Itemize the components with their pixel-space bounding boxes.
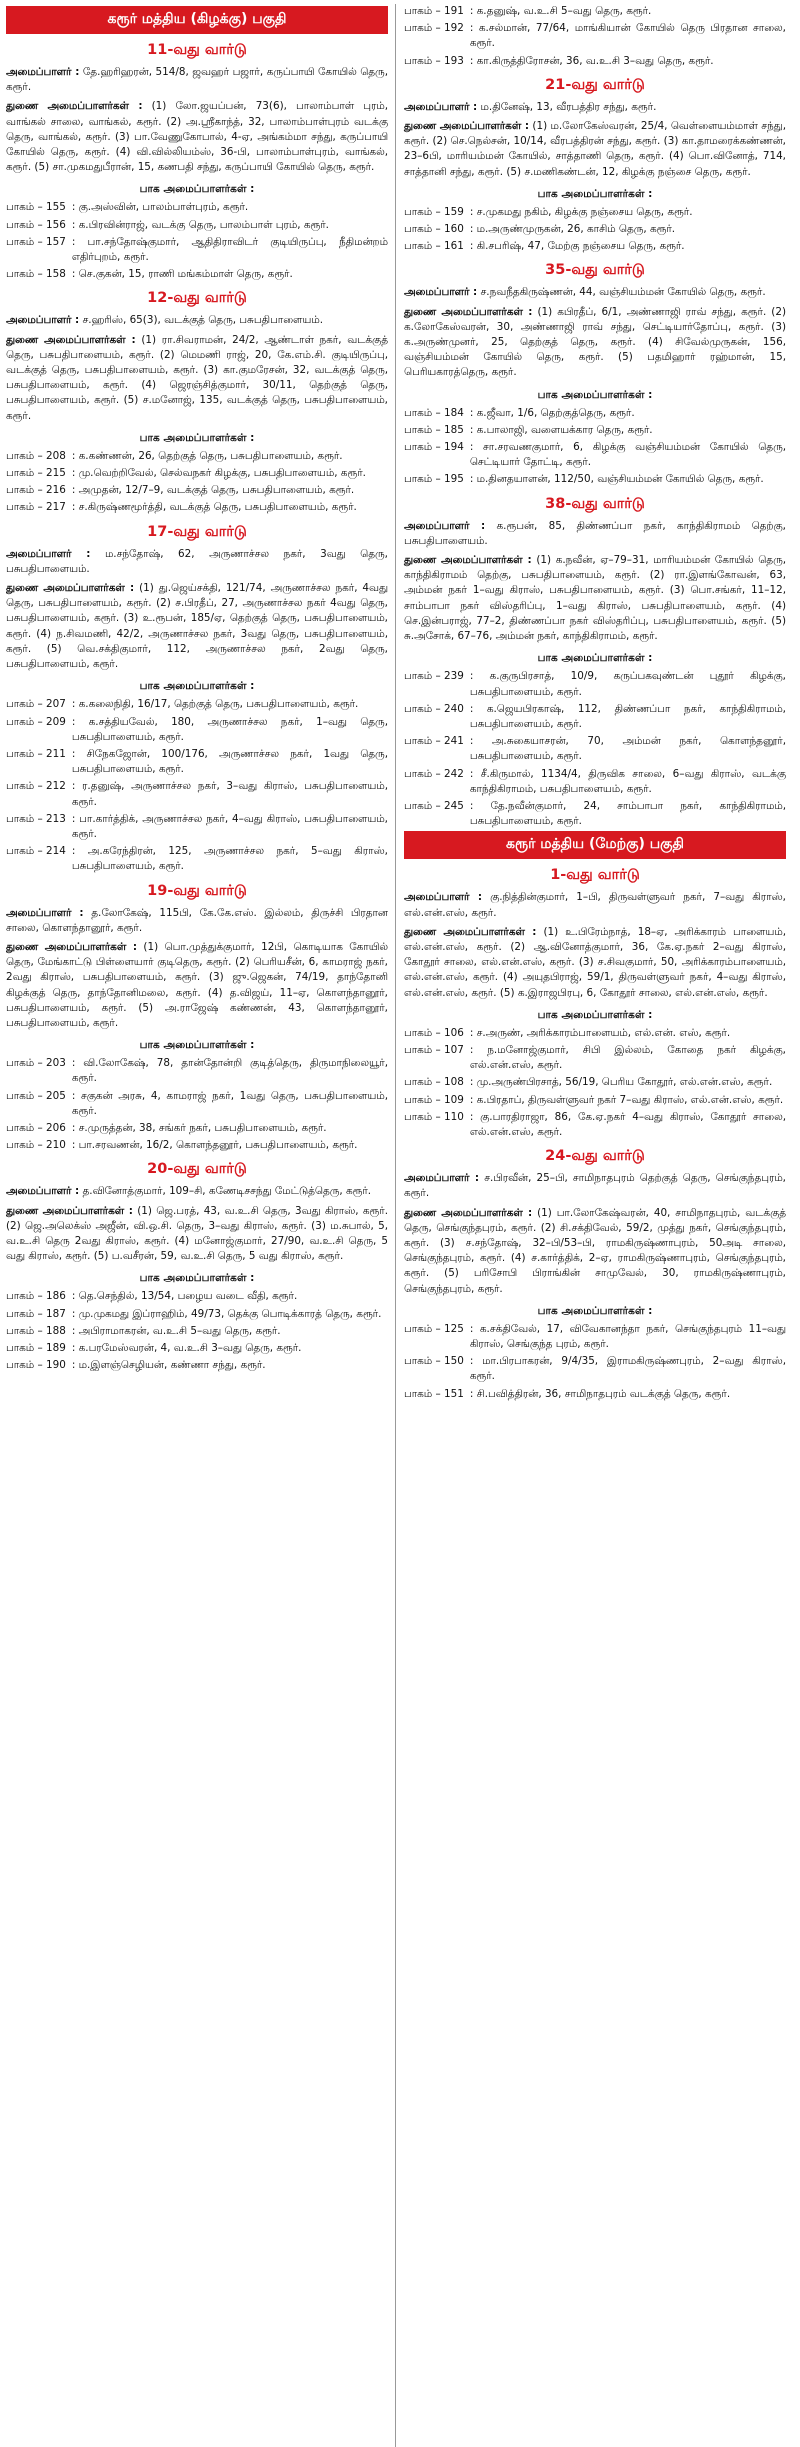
booth-number: பாகம் – 107 xyxy=(404,1043,464,1056)
booth-organizer: : கு.பாரதிராஜா, 86, கே.ஏ.நகர் 4–வது கிராஸ், கோதூர் சாலை, எல்.என்.எஸ், கரூர். xyxy=(469,1110,786,1138)
booth-organizer: : அபிராமாகரன், வ.உ.சி 5–வது தெரு, கரூர். xyxy=(71,1324,281,1337)
booth-number: பாகம் – 206 xyxy=(6,1121,66,1134)
organizer-details: த.லோகேஷ், 115பி, கே.கே.எஸ். இல்லம், திருச்சி பிரதான சாலை, கொளந்தானூர், கரூர். xyxy=(6,906,389,934)
booth-row xyxy=(404,54,786,69)
organizer-details: தே.ஹரிஹரன், 514/8, ஜவஹர் பஜார், கருப்பாயி கோயில் தெரு, கரூர். xyxy=(6,66,388,94)
booth-number: பாகம் – 184 xyxy=(404,406,464,419)
booth-number: பாகம் – 185 xyxy=(404,423,464,436)
right-column xyxy=(396,4,786,2447)
booth-organizer: : சீ.கிருமால், 1134/4, திருவிக சாலை, 6–வது கிராஸ், வடக்கு காந்திகிராமம், பசுபதிபாளையம், கரூர். xyxy=(469,767,786,795)
booth-organizer: : கி.சபரிஷ், 47, மேற்கு நஞ்சைய தெரு, கரூர். xyxy=(469,240,685,253)
booth-number: பாகம் – 125 xyxy=(404,1322,464,1335)
ward-heading: 11-வது வார்டு xyxy=(147,42,247,58)
booth-number: பாகம் – 240 xyxy=(404,702,464,715)
organizer-details: ச.ஹரிஸ், 65(3), வடக்குத் தெரு, பசுபதிபாளையம். xyxy=(82,314,324,327)
organizer-entry xyxy=(404,285,786,300)
booth-row xyxy=(6,1089,388,1119)
booth-organizers-heading: பாக அமைப்பாளர்கள் : xyxy=(139,680,255,693)
booth-row xyxy=(6,697,388,712)
booth-number: பாகம் – 241 xyxy=(404,735,464,748)
ward-heading: 24-வது வார்டு xyxy=(545,1148,645,1165)
booth-organizer: : அமுதன், 12/7–9, வடக்குத் தெரு, பசுபதிபாளையம், கரூர். xyxy=(71,484,355,497)
role-label: அமைப்பாளர் : xyxy=(404,100,478,113)
booth-number: பாகம் – 209 xyxy=(6,715,66,728)
booth-organizers-heading: பாக அமைப்பாளர்கள் : xyxy=(537,1304,653,1317)
booth-organizer: : மு.முகமது இப்ராஹிம், 49/73, தெக்கு பொடிக்காரத் தெரு, கரூர். xyxy=(71,1307,382,1320)
booth-organizer: : கா.கிருத்திரோசன், 36, வ.உ.சி 3–வது தெரு, கரூர். xyxy=(469,54,714,67)
role-label: அமைப்பாளர் : xyxy=(6,1185,80,1198)
ward-heading: 21-வது வார்டு xyxy=(545,76,645,93)
booth-number: பாகம் – 192 xyxy=(404,22,464,35)
booth-row xyxy=(404,1043,786,1073)
organizer-entry xyxy=(404,1171,786,1201)
booth-organizer: : அ.சுகையாசரன், 70, அம்மன் நகர், கொளந்தனூர், பசுபதிபாளையம், கரூர். xyxy=(469,735,786,763)
booth-organizer: : க.பாலாஜி, வளையக்கார தெரு, கரூர். xyxy=(469,423,653,436)
booth-row xyxy=(404,423,786,438)
ward-heading: 17-வது வார்டு xyxy=(147,523,247,540)
booth-organizer: : க.ஜீவா, 1/6, தெற்குத்தெரு, கரூர். xyxy=(469,406,635,419)
booth-number: பாகம் – 161 xyxy=(404,240,464,253)
booth-row xyxy=(6,812,388,842)
booth-number: பாகம் – 193 xyxy=(404,54,464,67)
booth-number: பாகம் – 195 xyxy=(404,473,464,486)
organizer-details: கு.நித்தின்குமார், 1–பி, திருவள்ளுவர் நகர், 7–வது கிராஸ், எல்.என்.எஸ், கரூர். xyxy=(404,891,786,919)
booth-row xyxy=(404,239,786,254)
booth-organizers-heading: பாக அமைப்பாளர்கள் : xyxy=(139,1039,255,1052)
booth-organizer: : சி.பவித்திரன், 36, சாமிநாதபுரம் வடக்குத் தெரு, கரூர். xyxy=(469,1387,731,1400)
role-label: துணை அமைப்பாளர்கள் : xyxy=(6,100,143,113)
booth-organizer: : மு.அருண்பிரசாத், 56/19, பெரிய கோதூர், எல்.என்.எஸ், கரூர். xyxy=(469,1076,773,1089)
booth-row xyxy=(404,21,786,51)
organizer-details: (1) பொ.முத்துக்குமார், 12பி, கொடியாக கோயில் தெரு, மேங்காட்டு பிள்ளையார் குடிதெரு, கரூர். (2) பெரியசீன், 6, காமராஜ் நகர், 2வது கிராஸ், பசுபதிபாளையம், கரூர். (3) ஜு.ஜெகன், 74/19, தாந்தோனி கிழக்குத் தெரு, தாந்தோனிமலை, கரூர். (4) த.விஜய், 11–ஏ, கொளந்தானூர், பசுபதிபாளையம், கரூர். (5) அ.ராஜேஷ் கண்ணன், 43, கொளந்தானூர், பசுபதிபாளையம், கரூர். xyxy=(6,940,388,1029)
booth-row xyxy=(404,1075,786,1090)
booth-organizers-heading: பாக அமைப்பாளர்கள் : xyxy=(139,1272,255,1285)
booth-organizers-heading: பாக அமைப்பாளர்கள் : xyxy=(537,388,653,401)
booth-organizer: : சகுகன் அரசு, 4, காமராஜ் நகர், 1வது தெரு, பசுபதிபாளையம், கரூர். xyxy=(71,1089,388,1117)
booth-organizer: : ந.மனோஜ்குமார், சிபி இல்லம், கோதை நகர் கிழக்கு, எல்.என்.எஸ், கரூர். xyxy=(469,1043,786,1072)
booth-row xyxy=(6,1324,388,1339)
section-banner: கரூர் மத்திய (கிழக்கு) பகுதி xyxy=(6,6,388,34)
booth-row xyxy=(404,734,786,764)
booth-number: பாகம் – 212 xyxy=(6,780,66,793)
booth-row xyxy=(6,1307,388,1322)
booth-organizer: : க.கண்ணன், 26, தெற்குத் தெரு, பசுபதிபாளையம், கரூர். xyxy=(71,449,343,462)
booth-row xyxy=(404,222,786,237)
role-label: துணை அமைப்பாளர்கள் : xyxy=(6,333,136,346)
booth-row xyxy=(404,1387,786,1402)
booth-organizer: : ம.தினதயாளன், 112/50, வஞ்சியம்மன் கோயில் தெரு, கரூர். xyxy=(469,473,764,486)
booth-number: பாகம் – 205 xyxy=(6,1089,66,1102)
booth-number: பாகம் – 150 xyxy=(404,1355,464,1368)
booth-organizer: : தே.நவீன்குமார், 24, சாம்பாபா நகர், காந்திகிராமம், பசுபதிபாளையம், கரூர். xyxy=(469,799,786,828)
booth-organizer: : அ.கரேந்திரன், 125, அருணாச்சல நகர், 5–வது கிராஸ், பசுபதிபாளையம், கரூர். xyxy=(71,845,388,873)
booth-row xyxy=(6,1056,388,1086)
ward-heading: 12-வது வார்டு xyxy=(147,290,247,307)
booth-organizer: : தெ.செந்தில், 13/54, பழைய வடை வீதி, கரூர். xyxy=(71,1290,298,1303)
booth-organizer: : க.சக்திவேல், 17, விவேகானந்தா நகர், செங்குந்தபுரம் 11–வது கிராஸ், செங்குந்த புரம், கரூர். xyxy=(469,1322,786,1350)
booth-row xyxy=(6,1138,388,1153)
booth-number: பாகம் – 155 xyxy=(6,201,66,214)
booth-number: பாகம் – 157 xyxy=(6,235,66,248)
booth-number: பாகம் – 151 xyxy=(404,1387,464,1400)
booth-number: பாகம் – 194 xyxy=(404,441,464,454)
booth-row xyxy=(6,218,388,233)
organizer-details: ம.சந்தோஷ், 62, அருணாச்சல நகர், 3வது தெரு, பசுபதிபாளையம். xyxy=(6,547,388,575)
organizer-details: (1) கபிரதீப், 6/1, அண்ணாஜி ராவ் சந்து, கரூர். (2) க.லோகேஸ்வரன், 30, அண்ணாஜி ராவ் சந்து, செட்டியார்தோப்பு, கரூர். (3) க.அருண்முனர், 25, தெற்குத் தெரு, கரூர். (4) சிவேல்முருகன், 156, வஞ்சியம்மன் கோயில் தெரு, கரூர். (5) பதமிஹார் ரஹ்மான், 15, பெரியகாரத்தெரு, கரூர். xyxy=(404,305,786,379)
booth-number: பாகம் – 190 xyxy=(6,1359,66,1372)
booth-row xyxy=(6,500,388,515)
organizer-entry xyxy=(404,519,786,549)
booth-number: பாகம் – 216 xyxy=(6,484,66,497)
booth-number: பாகம் – 158 xyxy=(6,268,66,281)
ward-heading: 38-வது வார்டு xyxy=(545,495,645,512)
organizer-entry xyxy=(6,940,388,1031)
booth-number: பாகம் – 160 xyxy=(404,223,464,236)
booth-organizer: : க.கலைநிதி, 16/17, தெற்குத் தெரு, பசுபதிபாளையம், கரூர். xyxy=(71,698,359,711)
booth-row xyxy=(404,1110,786,1140)
booth-organizer: : க.சத்தியவேல், 180, அருணாச்சல நகர், 1–வது தெரு, பசுபதிபாளையம், கரூர். xyxy=(71,715,388,743)
booth-organizer: : பா.கார்த்திக், அருணாச்சல நகர், 4–வது கிராஸ், பசுபதிபாளையம், கரூர். xyxy=(71,812,388,840)
booth-organizer: : க.பிரவின்ராஜ், வடக்கு தெரு, பாலம்பாள் புரம், கரூர். xyxy=(71,218,329,231)
organizer-entry xyxy=(6,547,388,577)
booth-organizers-heading: பாக அமைப்பாளர்கள் : xyxy=(139,183,255,196)
booth-number: பாகம் – 191 xyxy=(404,5,464,17)
organizer-details: (1) து.ஜெய்சக்தி, 121/74, அருணாச்சல நகர், 4வது தெரு, பசுபதிபாளையம், கரூர். (2) ச.பிரதீப், 27, அருணாச்சல நகர் 4வது தெரு, பசுபதிபாளையம், கரூர். (3) உ.ரூபன், 185/ஏ, தெற்குத் தெரு, பசுபதிபாளையம், கரூர். (4) ந.சிவமணி, 42/2, அருணாச்சல நகர், 3வது தெரு, பசுபதிபாளையம், கரூர். (5) வெ.சக்திகுமார், 112, அருணாச்சல நகர், 2வது தெரு, பசுபதிபாளையம், கரூர். xyxy=(6,582,388,671)
organizer-details: (1) க.நவீன், ஏ–79–31, மாரியம்மன் கோயில் தெரு, காந்திகிராமம் தெற்கு, பசுபதிபாளையம், கரூர். (2) ரா.இளங்கோவன், 63, அம்மன் நகர் 1–வது கிராஸ், பசுபதிபாளையம், கரூர். (3) பொ.சங்கர், 11–12, சாம்பாபா நகர் விஸ்தரிப்பு, 1–வது கிராஸ், பசுபதிபாளையம், கரூர். (4) செ.இன்பராஜ், 77–2, திண்ணப்பா நகர் விஸ்தரிப்பு, பசுபதிபாளையம், கரூர். (5) சு.அசோக், 67–76, அம்மன் நகர், காந்திகிராமம், கரூர். xyxy=(404,554,786,643)
booth-organizer: : மா.பிரபாகரன், 9/4/35, இராமகிருஷ்ணபுரம், 2–வது கிராஸ், கரூர். xyxy=(469,1355,786,1383)
booth-number: பாகம் – 217 xyxy=(6,501,66,514)
booth-row xyxy=(6,1341,388,1356)
organizer-entry xyxy=(6,65,388,95)
booth-row xyxy=(404,1354,786,1384)
booth-organizer: : மு.வெற்றிவேல், செல்வநகர் கிழக்கு, பசுபதிபாளையம், கரூர். xyxy=(71,467,366,480)
booth-organizer: : செ.குகன், 15, ராணி மங்கம்மாள் தெரு, கரூர். xyxy=(71,268,293,281)
organizer-entry xyxy=(404,100,786,115)
organizer-details: (1) லோ.ஜயப்பன், 73(6), பாலாம்பாள் புரம், வாங்கல் சாலை, வாங்கல், கரூர். (2) அ.ஸ்ரீகாந்த், 32, பாலாம்பாள்புரம் வடக்கு தெரு, வாங்கல், கரூர். (3) பா.வேணுகோபால், 4-ஏ, அங்கம்மா சந்து, கருப்பாயி கோயில் தெரு, கரூர். (4) வி.வில்லியம்ஸ், 36-பி, பாலாம்பாள்புரம், வாங்கல், கரூர். (5) சா.முகமதுபீரான், 15, கணபதி சந்து, கருப்பாயி கோயில் தெரு, கரூர். xyxy=(6,100,389,174)
organizer-entry xyxy=(6,1204,388,1265)
booth-organizer: : க.ஜெயபிரகாஷ், 112, திண்ணப்பா நகர், காந்திகிராமம், பசுபதிபாளையம், கரூர். xyxy=(469,702,786,730)
booth-row xyxy=(404,669,786,699)
booth-number: பாகம் – 108 xyxy=(404,1076,464,1089)
booth-row xyxy=(404,702,786,732)
booth-row xyxy=(404,205,786,220)
booth-row xyxy=(404,440,786,470)
role-label: அமைப்பாளர் : xyxy=(404,891,482,904)
organizer-details: (1) பா.லோகேஷ்வரன், 40, சாமிநாதபுரம், வடக்குத் தெரு, செங்குந்தபுரம், கரூர். (2) சி.சக்திவேல், 59/2, முத்து நகர், செங்குந்தபுரம், கரூர். (3) ச.சந்தோஷ், 32–பி/53–பி, ராமகிருஷ்ணாபுரம், 50அடி சாலை, செங்குந்தபுரம், கரூர். (4) ச.கார்த்திக், 2–ஏ, ராமகிருஷ்ணாபுரம், செங்குந்தபுரம், கரூர். (5) பரிசோபி பிராங்கின் சாமுவேல், 30, ராமகிருஷ்ணாபுரம், செங்குந்தபுரம், கரூர். xyxy=(404,1206,786,1295)
booth-number: பாகம் – 242 xyxy=(404,767,464,780)
role-label: அமைப்பாளர் : xyxy=(404,286,478,299)
section-banner: கரூர் மத்திய (மேற்கு) பகுதி xyxy=(404,831,786,859)
booth-row xyxy=(404,1322,786,1352)
organizer-entry xyxy=(6,313,388,328)
booth-number: பாகம் – 207 xyxy=(6,698,66,711)
booth-number: பாகம் – 210 xyxy=(6,1139,66,1152)
organizer-entry xyxy=(6,581,388,672)
booth-row xyxy=(6,747,388,777)
booth-number: பாகம் – 239 xyxy=(404,670,464,683)
role-label: அமைப்பாளர் : xyxy=(404,1172,480,1185)
organizer-details: க.ரூபன், 85, திண்ணப்பா நகர், காந்திகிராமம் தெற்கு, பசுபதிபாளையம். xyxy=(404,519,786,547)
booth-number: பாகம் – 214 xyxy=(6,845,66,858)
booth-organizer: : பா.சந்தோஷ்குமார், ஆதிதிராவிடர் குடியிருப்பு, நீதிமன்றம் எதிர்புறம், கரூர். xyxy=(71,235,388,264)
booth-organizers-heading: பாக அமைப்பாளர்கள் : xyxy=(537,187,653,200)
booth-organizer: : க.பரமேஸ்வரன், 4, வ.உ.சி 3–வது தெரு, கரூர். xyxy=(71,1342,302,1354)
booth-number: பாகம் – 188 xyxy=(6,1324,66,1337)
booth-number: பாகம் – 109 xyxy=(404,1093,464,1106)
booth-organizers-heading: பாக அமைப்பாளர்கள் : xyxy=(139,431,255,444)
role-label: துணை அமைப்பாளர்கள் : xyxy=(6,940,138,953)
booth-organizers-heading: பாக அமைப்பாளர்கள் : xyxy=(537,652,653,665)
organizer-details: (1) ம.லோகேஸ்வரன், 25/4, வெள்ளையம்மாள் சந்து, கரூர். (2) செ.நெல்சன், 10/14, வீரபத்திரன் சந்து, கரூர். (3) கா.தாமரைக்கண்ணன், 23–6பி, மாரியம்மன் கோயில், சாத்தாணி தெரு, கரூர். (4) பொ.வினோத், 714, சாத்தானி சந்து, கரூர். (5) ச.மணிகண்டன், 12, கிழக்கு நஞ்சை தெரு, கரூர். xyxy=(404,120,786,178)
organizer-details: (1) ரா.சிவராமன், 24/2, ஆண்டாள் நகர், வடக்குத் தெரு, பசுபதிபாளையம், கரூர். (2) மெமணி ராஜ், 20, கே.எம்.சி. குடியிருப்பு, வடக்குத் தெரு, பசுபதிபாளையம், கரூர். (3) கா.குமரேசன், 32, வடக்குத் தெரு, பசுபதிபாளையம், கரூர். (4) ஜெரஞ்சித்குமார், 30/11, தெற்குத் தெரு, பசுபதிபாளையம், கரூர். (5) ச.மனோஜ், 135, வடக்குத் தெரு, பசுபதிபாளையம், கரூர். xyxy=(6,333,388,422)
organizer-details: ச.பிரவீன், 25–பி, சாமிநாதபுரம் தெற்குத் தெரு, செங்குந்தபுரம், கரூர். xyxy=(404,1172,786,1200)
booth-row xyxy=(6,1121,388,1136)
booth-row xyxy=(404,767,786,797)
booth-row xyxy=(6,483,388,498)
role-label: துணை அமைப்பாளர்கள் : xyxy=(404,1206,533,1219)
booth-organizer: : சிநேகஜோன், 100/176, அருணாச்சல நகர், 1வது தெரு, பசுபதிபாளையம், கரூர். xyxy=(71,747,388,776)
booth-number: பாகம் – 106 xyxy=(404,1026,464,1039)
organizer-entry xyxy=(6,906,388,936)
booth-organizer: : க.பிரதாப், திருவள்ளுவர் நகர் 7–வது கிராஸ், எல்.என்.எஸ், கரூர். xyxy=(469,1093,784,1106)
role-label: துணை அமைப்பாளர்கள் : xyxy=(6,1204,133,1217)
booth-row xyxy=(6,235,388,265)
organizer-details: (1) ஜெ.பரத், 43, வ.உ.சி தெரு, 3வது கிராஸ், கரூர். (2) ஜெ.அலெக்ஸ் அஜீன், வி.ஒ.சி. தெரு, 3–வது கிராஸ், கரூர். (3) ம.சுபால், 5, வ.உ.சி தெரு 2வது கிராஸ், கரூர். (4) மனோஜ்குமார், 27/90, வ.உ.சி தெரு, 5 வது கிராஸ், கரூர். (5) ப.வசீரன், 59, வ.உ.சி தெரு, 5 வது கிராஸ், கரூர். xyxy=(6,1204,389,1263)
organizer-entry xyxy=(6,1184,388,1199)
booth-organizer: : சா.சரவணகுமார், 6, கிழக்கு வஞ்சியம்மன் கோயில் தெரு, செட்டியார் தோட்டி, கரூர். xyxy=(469,441,786,469)
booth-organizer: : க.குருபிரசாத், 10/9, கருப்பகவுண்டன் புதூர் கிழக்கு, பசுபதிபாளையம், கரூர். xyxy=(469,670,786,698)
booth-row xyxy=(404,1093,786,1108)
booth-row xyxy=(404,406,786,421)
booth-row xyxy=(404,472,786,487)
booth-organizer: : ச.முருத்தன், 38, சங்கர் நகர், பசுபதிபாளையம், கரூர். xyxy=(71,1121,327,1134)
booth-number: பாகம் – 215 xyxy=(6,467,66,480)
organizer-details: ச.நவநீதகிருஷ்ணன், 44, வஞ்சியம்மன் கோயில் தெரு, கரூர். xyxy=(480,286,766,299)
booth-number: பாகம் – 189 xyxy=(6,1342,66,1354)
booth-organizers-heading: பாக அமைப்பாளர்கள் : xyxy=(537,1008,653,1021)
left-column xyxy=(6,4,396,2447)
booth-row xyxy=(6,200,388,215)
role-label: துணை அமைப்பாளர்கள் : xyxy=(404,925,537,938)
organizer-entry xyxy=(404,305,786,381)
role-label: அமைப்பாளர் : xyxy=(6,66,80,78)
role-label: அமைப்பாளர் : xyxy=(404,519,486,532)
booth-number: பாகம் – 110 xyxy=(404,1110,464,1123)
booth-organizer: : ச.அருண், அரிக்காரம்பாளையம், எல்.என். எஸ், கரூர். xyxy=(469,1026,731,1039)
booth-row xyxy=(6,1358,388,1373)
booth-number: பாகம் – 203 xyxy=(6,1057,66,1070)
role-label: துணை அமைப்பாளர்கள் : xyxy=(404,554,532,567)
booth-number: பாகம் – 208 xyxy=(6,449,66,462)
booth-row xyxy=(6,779,388,809)
booth-organizer: : கு.அஸ்வின், பாலம்பாள்புரம், கரூர். xyxy=(71,201,249,214)
booth-row xyxy=(6,466,388,481)
organizer-details: த.வினோத்குமார், 109–சி, கணேடிசசந்து மேட்டுத்தெரு, கரூர். xyxy=(82,1185,372,1198)
role-label: அமைப்பாளர் : xyxy=(6,906,84,919)
role-label: துணை அமைப்பாளர்கள் : xyxy=(404,305,533,318)
role-label: அமைப்பாளர் : xyxy=(6,314,80,327)
organizer-entry xyxy=(404,553,786,644)
booth-organizer: : பா.சரவணன், 16/2, கொளந்தனூர், பசுபதிபாளையம், கரூர். xyxy=(71,1139,358,1152)
booth-number: பாகம் – 159 xyxy=(404,205,464,218)
ward-heading: 19-வது வார்டு xyxy=(147,882,247,899)
organizer-entry xyxy=(404,119,786,180)
booth-row xyxy=(404,799,786,829)
booth-row xyxy=(404,4,786,19)
ward-heading: 1-வது வார்டு xyxy=(550,867,640,884)
role-label: அமைப்பாளர் : xyxy=(6,547,91,560)
organizer-details: ம.தினேஷ், 13, வீரபத்திர சந்து, கரூர். xyxy=(480,100,657,113)
booth-organizer: : ம.இளஞ்செழியன், கண்ணா சந்து, கரூர். xyxy=(71,1359,266,1372)
booth-number: பாகம் – 245 xyxy=(404,799,464,812)
role-label: துணை அமைப்பாளர்கள் : xyxy=(404,120,530,133)
booth-organizer: : ச.கிருஷ்ணமூர்த்தி, வடக்குத் தெரு, பசுபதிபாளையம், கரூர். xyxy=(71,501,357,514)
organizer-details: (1) உ.பிரேம்நாத், 18–ஏ, அரிக்காரம் பாளையம், எல்.என்.எஸ், கரூர். (2) ஆ.வினோத்குமார், 36, கே.ஏ.நகர் 2–வது கிராஸ், கோதூர் சாலை, எல்.என்.எஸ், கரூர். (3) ச.சிவகுமார், 50, அரிக்காரம்பாளையம், எல்.என்.எஸ், கரூர். (4) அயுதபிராஜ், 59/1, திருவள்ளுவர் நகர், 4–வது கிராஸ், எல்.என்.எஸ், கரூர். (5) க.இராஜபிரபு, 6, கோதூர் சாலை, எல்.என்.எஸ், கரூர். xyxy=(404,925,786,999)
ward-heading: 20-வது வார்டு xyxy=(147,1161,247,1178)
booth-organizer: : வி.லோகேஷ், 78, தான்தோன்றி குடித்தெரு, திருமாநிலையூர், கரூர். xyxy=(71,1057,388,1085)
ward-heading: 35-வது வார்டு xyxy=(545,262,645,279)
organizer-entry xyxy=(404,1206,786,1297)
organizer-entry xyxy=(404,925,786,1001)
booth-organizer: : ம.அருண்முருகன், 26, காசிம் தெரு, கரூர். xyxy=(469,223,676,236)
booth-row xyxy=(6,715,388,745)
organizer-entry xyxy=(404,890,786,920)
booth-number: பாகம் – 186 xyxy=(6,1290,66,1303)
booth-row xyxy=(6,844,388,874)
booth-number: பாகம் – 187 xyxy=(6,1307,66,1320)
booth-organizer: : க.சல்மான், 77/64, மாங்கியான் கோயில் தெரு பிரதான சாலை, கரூர். xyxy=(469,22,786,50)
role-label: துணை அமைப்பாளர்கள் : xyxy=(6,582,135,595)
booth-organizer: : க.தனுஷ், வ.உ.சி 5–வது தெரு, கரூர். xyxy=(469,5,652,17)
booth-organizer: : ச.முகமது நகிம், கிழக்கு நஞ்சைய தெரு, கரூர். xyxy=(469,205,693,218)
booth-row xyxy=(6,267,388,282)
booth-number: பாகம் – 211 xyxy=(6,747,66,760)
organizer-entry xyxy=(6,333,388,424)
organizer-entry xyxy=(6,99,388,175)
booth-row xyxy=(404,1026,786,1041)
booth-organizer: : ர.தனுஷ், அருணாச்சல நகர், 3–வது கிராஸ், பசுபதிபாளையம், கரூர். xyxy=(71,780,388,808)
booth-number: பாகம் – 213 xyxy=(6,812,66,825)
booth-row xyxy=(6,449,388,464)
booth-row xyxy=(6,1289,388,1304)
booth-number: பாகம் – 156 xyxy=(6,218,66,231)
